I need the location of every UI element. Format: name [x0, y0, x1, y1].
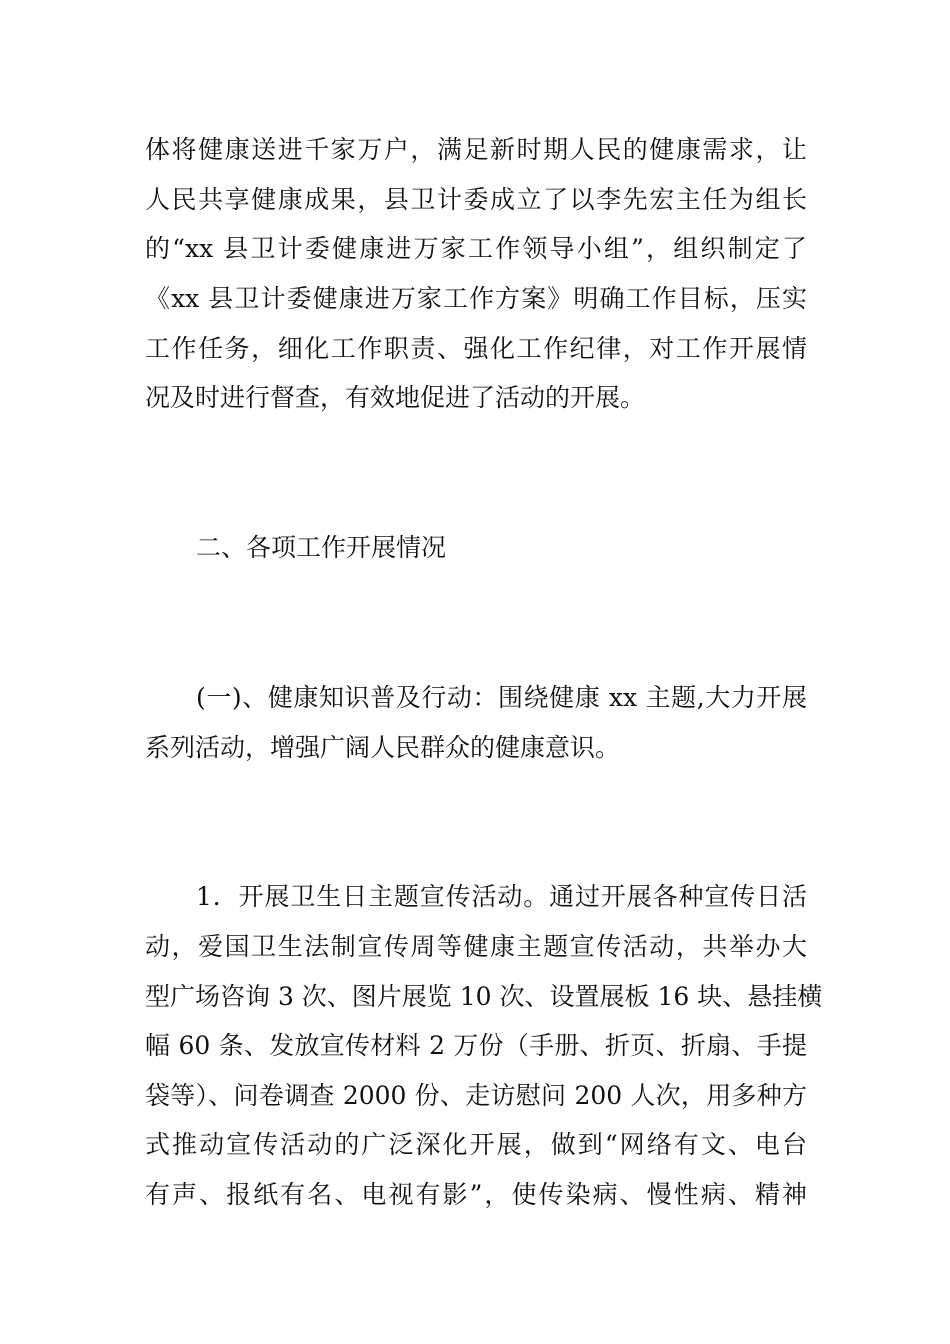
paragraph-3-line: 型广场咨询 3 次、图片展览 10 次、设置展板 16 块、悬挂横 — [145, 982, 823, 1011]
paragraph-3-line: 1．开展卫生日主题宣传活动。通过开展各种宣传日活 — [196, 882, 807, 911]
paragraph-3-line: 式推动宣传活动的广泛深化开展，做到“网络有文、电台 — [145, 1130, 807, 1159]
paragraph-1-line: 的“xx 县卫计委健康进万家工作领导小组”，组织制定了 — [145, 234, 807, 263]
paragraph-3-line: 动，爱国卫生法制宣传周等健康主题宣传活动，共举办大 — [145, 932, 807, 961]
paragraph-1-line: 《xx 县卫计委健康进万家工作方案》明确工作目标，压实 — [145, 284, 807, 313]
paragraph-1-line: 工作任务，细化工作职责、强化工作纪律，对工作开展情 — [145, 334, 807, 363]
paragraph-1-line: 况及时进行督查，有效地促进了活动的开展。 — [145, 383, 646, 412]
paragraph-1-line: 体将健康送进千家万户，满足新时期人民的健康需求，让 — [145, 135, 807, 164]
paragraph-3-line: 幅 60 条、发放宣传材料 2 万份（手册、折页、折扇、手提 — [145, 1031, 807, 1060]
paragraph-2-line: 系列活动，增强广阔人民群众的健康意识。 — [145, 733, 621, 762]
paragraph-3-line: 有声、报纸有名、电视有影”，使传染病、慢性病、精神 — [145, 1180, 807, 1209]
paragraph-3-line: 袋等）、问卷调查 2000 份、走访慰问 200 人次，用多种方 — [145, 1081, 807, 1110]
paragraph-2-line: (一)、健康知识普及行动：围绕健康 xx 主题,大力开展 — [196, 683, 807, 712]
paragraph-1-line: 人民共享健康成果，县卫计委成立了以李先宏主任为组长 — [145, 185, 807, 214]
section-heading: 二、各项工作开展情况 — [196, 533, 447, 562]
